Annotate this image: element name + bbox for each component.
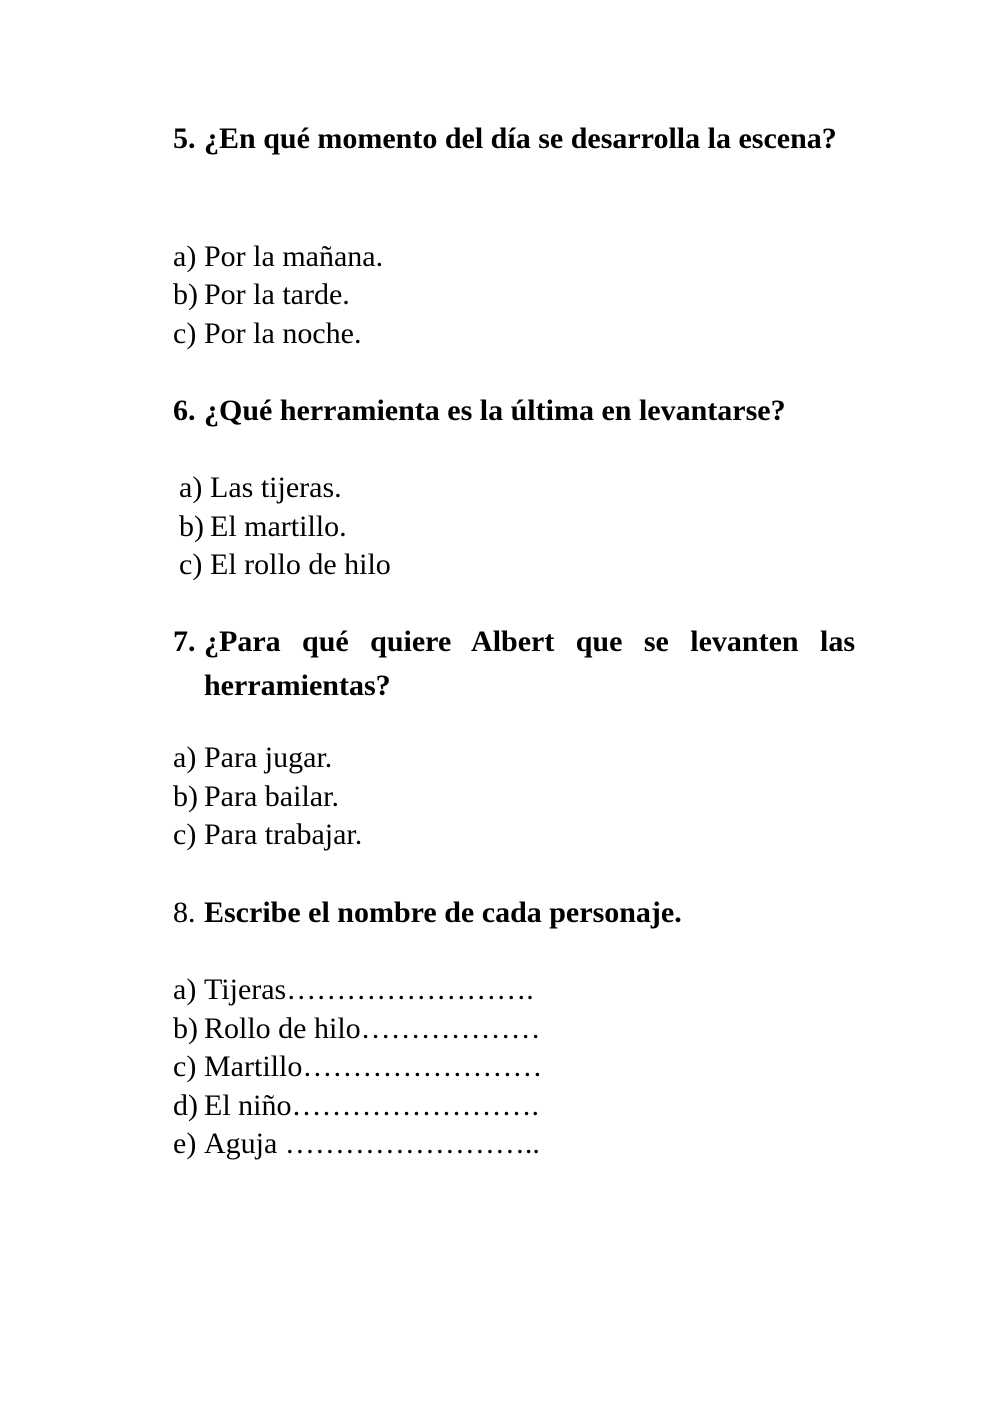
option-text: Por la mañana. <box>204 240 384 273</box>
question-number: 7. <box>173 625 196 658</box>
option-text: Las tijeras. <box>210 471 342 504</box>
question-8 <box>173 891 863 935</box>
option-text: Rollo de hilo……………… <box>204 1012 541 1045</box>
option-label: b) <box>173 278 198 311</box>
option-label: c) <box>179 548 203 581</box>
option-label: b) <box>173 780 198 813</box>
question-5 <box>173 117 863 205</box>
option-label: d) <box>173 1089 198 1122</box>
question-number: 6. <box>173 394 196 427</box>
option-text: Martillo…………………… <box>204 1050 543 1083</box>
option-text: Aguja …………………….. <box>204 1127 540 1160</box>
option-text: Por la noche. <box>204 317 362 350</box>
option-text: Para bailar. <box>204 780 339 813</box>
question-number: 5. <box>173 122 196 155</box>
question-text: ¿Qué herramienta es la última en levantarse? <box>204 394 786 427</box>
option-text: Para trabajar. <box>204 818 363 851</box>
question-text: ¿En qué momento del día se desarrolla la escena? <box>204 122 837 155</box>
option-label: a) <box>173 973 197 1006</box>
question-text: ¿Para qué quiere Albert que se levanten las herramientas? <box>204 625 855 702</box>
option-label: b) <box>179 510 204 543</box>
option-label: e) <box>173 1127 197 1160</box>
option-text: El niño……………………. <box>204 1089 539 1122</box>
option-label: c) <box>173 1050 197 1083</box>
option-label: a) <box>173 741 197 774</box>
option-text: El rollo de hilo <box>210 548 391 581</box>
question-number: 8. <box>173 896 196 929</box>
option-text: Tijeras……………………. <box>204 973 534 1006</box>
option-text: El martillo. <box>210 510 347 543</box>
option-label: a) <box>173 240 197 273</box>
question-6 <box>173 389 863 433</box>
option-text: Por la tarde. <box>204 278 350 311</box>
option-label: c) <box>173 818 197 851</box>
option-label: c) <box>173 317 197 350</box>
option-text: Para jugar. <box>204 741 333 774</box>
question-text: Escribe el nombre de cada personaje. <box>204 896 682 929</box>
option-label: a) <box>179 471 203 504</box>
question-7 <box>173 620 863 708</box>
option-label: b) <box>173 1012 198 1045</box>
